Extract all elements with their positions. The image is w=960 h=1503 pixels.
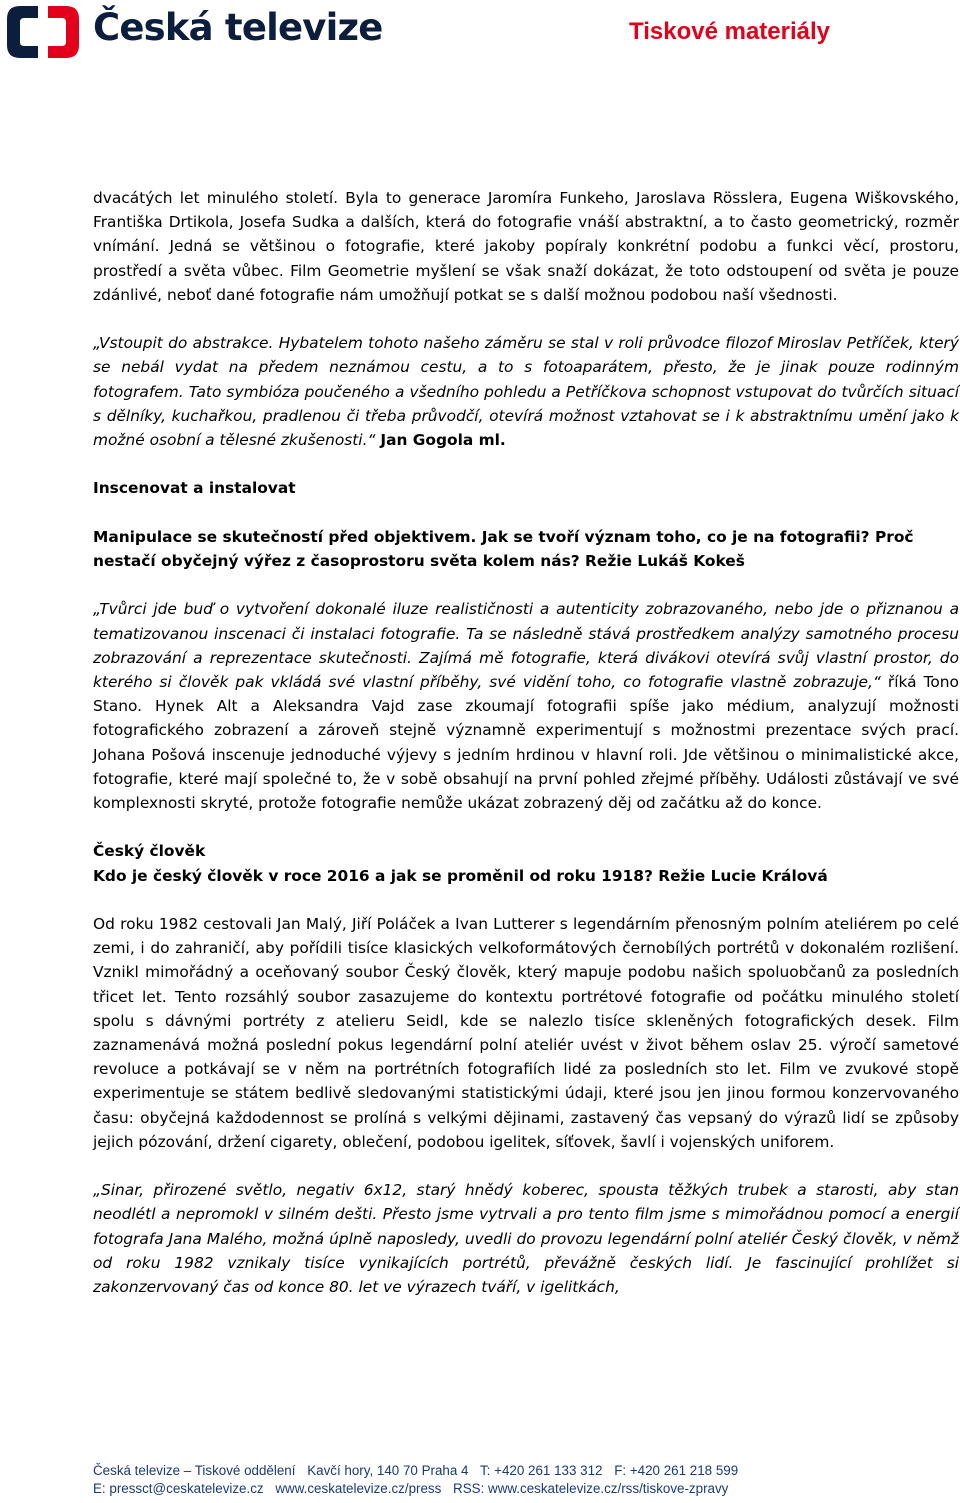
page-footer xyxy=(93,1462,959,1498)
document-body xyxy=(93,186,959,1323)
section-title: Tiskové materiály xyxy=(628,18,830,45)
section-lead-inscenovat: Manipulace se skutečností před objektivem. Jak se tvoří význam toho, co je na fotografii? Proč nestačí obyčejný výřez z časoprostoru světa kolem nás? Režie Lukáš Kokeš xyxy=(93,527,914,570)
intro-sentence-1: dvacátých let minulého století. Byla to generace Jaromíra Funkeho, Jaroslava Rösslera, Eugena Wiškovského, Františka Drtikola, Josefa Sudka a dalších, která do fotografie vnáší abstraktní, a to často geometrický, rozměr vnímání. xyxy=(93,189,959,256)
brand-wordmark: Česká televize xyxy=(93,6,383,49)
section-heading-cesky-clovek: Český člověk xyxy=(93,842,206,861)
intro-sentence-3: Film Geometrie myšlení se však snaží dokázat, že toto odstoupení od světa je pouze zdánlivé, neboť dané fotografie nám umožňují potkat se s další možnou podobou naší všednosti. xyxy=(93,261,960,304)
stano-quote-1: „Tvůrci jde buď o vytvoření dokonalé iluze realističnosti a autenticity zobrazovaného, nebo jde o přiznanou a tematizovanou inscenaci či instalaci fotografie. xyxy=(93,600,959,643)
stano-quote-2: Ta se následně stává prostředkem analýzy samotného procesu zobrazování a reprezentace skutečnosti. xyxy=(93,624,959,667)
stano-quote-3: Zajímá mě fotografie, která divákovi otevírá svůj vlastní prostor, do kterého si člověk pak vkládá své vlastní příběhy, své vidění toho, co fotografie vlastně zobrazuje,“ xyxy=(93,648,959,691)
ct-logo-icon xyxy=(4,4,82,60)
intro-sentence-2: Jedná se většinou o fotografie, které jakoby popíraly konkrétní podobu a funkci věcí, prostoru, prostředí a světa vůbec. xyxy=(93,237,959,280)
quote-author: Jan Gogola ml. xyxy=(380,431,506,450)
intro-paragraph xyxy=(93,186,959,307)
footer-line-1 xyxy=(93,1462,959,1480)
footer-org: Česká televize – Tiskové oddělení xyxy=(93,1463,296,1478)
inscenovat-paragraph xyxy=(93,597,959,815)
footer-email-link[interactable]: E: pressct@ceskatelevize.cz xyxy=(93,1481,264,1496)
footer-web-link[interactable]: www.ceskatelevize.cz/press xyxy=(275,1481,442,1496)
section-lead-cesky-clovek: Kdo je český člověk v roce 2016 a jak se proměnil od roku 1918? Režie Lucie Králová xyxy=(93,866,828,885)
footer-rss-link[interactable]: RSS: www.ceskatelevize.cz/rss/tiskove-zpravy xyxy=(453,1481,729,1496)
quote-sentence-3: Tato symbióza poučeného a všedního pohledu a Petříčkova schopnost vstupovat do tvůrčích situací s dělníky, kuchařkou, pradlenou či třeba průvodčí, otevírá možnost vztahovat se i k abstraktnímu umění jako k možné osobní a tělesné zkušenosti.“ xyxy=(93,382,959,450)
gogola-quote-paragraph xyxy=(93,331,959,452)
footer-fax: F: +420 261 218 599 xyxy=(614,1463,739,1478)
footer-line-2 xyxy=(93,1480,959,1498)
footer-address: Kavčí hory, 140 70 Praha 4 xyxy=(307,1463,469,1478)
section-heading-inscenovat: Inscenovat a instalovat xyxy=(93,479,296,498)
inscenovat-text: říká Tono Stano. Hynek Alt a Aleksandra Vajd zase zkoumají fotografii spíše jako médium, analyzují možnosti fotografického zobrazení a zároveň stejně významně experimentují s možnostmi prezentace svých prací. Johana Pošová inscenuje jednoduché výjevy s jedním hrdinou v hlavní roli. Jde většinou o minimalistické akce, fotografie, které mají společné to, že v sobě obsahují na první pohled zřejmé příběhy. Události zůstávají ve své komplexnosti skryté, protože fotografie nemůže ukázat zobrazený děj od začátku až do konce. xyxy=(93,673,959,813)
quote-sentence-1: „Vstoupit do abstrakce. xyxy=(93,334,274,353)
quote-sentence-2: Hybatelem tohoto našeho záměru se stal v roli průvodce filozof Miroslav Petříček, který se nebál vydat na předem neznámou cestu, a to s fotoaparátem, přesto, že je jinak pouze rodinným fotografem. xyxy=(93,334,959,401)
footer-phone: T: +420 261 133 312 xyxy=(479,1463,603,1478)
cesky-clovek-quote: „Sinar, přirozené světlo, negativ 6x12, starý hnědý koberec, spousta těžkých trubek a starosti, aby stan neodlétl a nepromokl v silném dešti. Přesto jsme vytrvali a pro tento film jsme s mimořádnou pomocí a energií fotografa Jana Malého, možná úplně naposledy, uvedli do provozu legendární polní ateliér Český člověk, v němž od roku 1982 vznikaly tisíce vynikajících portrétů, převážně českých lidí. Je fascinující prohlížet si zakonzervovaný čas od konce 80. let ve výrazech tváří, v igelitkách, xyxy=(93,1181,959,1297)
page-header xyxy=(0,0,960,70)
cesky-clovek-paragraph: Od roku 1982 cestovali Jan Malý, Jiří Poláček a Ivan Lutterer s legendárním přenosným polním ateliérem po celé zemi, i do zahraničí, aby pořídili tisíce klasických velkoformátových černobílých portrétů v dokonalém rozlišení. Vznikl mimořádný a oceňovaný soubor Český člověk, který mapuje podobu našich spoluobčanů za posledních třicet let. Tento rozsáhlý soubor zasazujeme do kontextu portrétové fotografie od počátku minulého století spolu s dávnými portréty z atelieru Seidl, kde se nalezlo tisíce skleněných fotografických desek. Film zaznamenává možná poslední pokus legendární polní ateliér uvést v život během oslav 25. výročí sametové revoluce a potkávají se v něm na portrétních fotografiích lidé za posledních sto let. Film ve zvukové stopě experimentuje se státem bedlivě sledovanými statistickými údaji, které jsou jen jinou formou konzervovaného času: obyčejná každodennost se prolíná s velkými dějinami, zastavený čas vepsaný do výrazů lidí se způsoby jejich pózování, držení cigarety, oblečení, podobou igelitek, síťovek, šavlí i vojenských uniforem. xyxy=(93,915,959,1151)
